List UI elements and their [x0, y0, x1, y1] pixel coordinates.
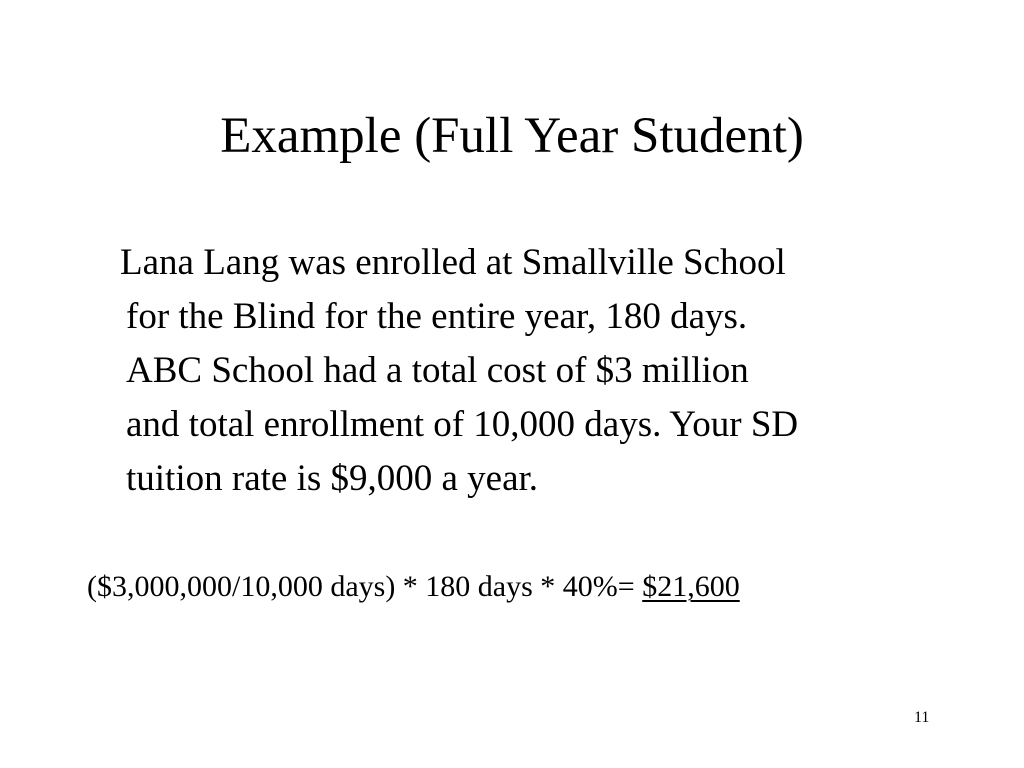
body-line: tuition rate is $9,000 a year.	[126, 458, 539, 499]
body-line: Lana Lang was enrolled at Smallville School	[120, 242, 786, 283]
slide-body-paragraph	[120, 236, 976, 506]
calculation-formula	[87, 567, 740, 607]
body-line: for the Blind for the entire year, 180 days.	[126, 296, 748, 337]
body-line: ABC School had a total cost of $3 million	[126, 350, 749, 391]
slide-title: Example (Full Year Student)	[220, 108, 804, 164]
formula-expression: ($3,000,000/10,000 days) * 180 days * 40%=	[87, 570, 643, 603]
slide-number: 11	[914, 709, 930, 726]
formula-result: $21,600	[642, 570, 740, 603]
body-line: and total enrollment of 10,000 days. Your SD	[126, 404, 799, 445]
